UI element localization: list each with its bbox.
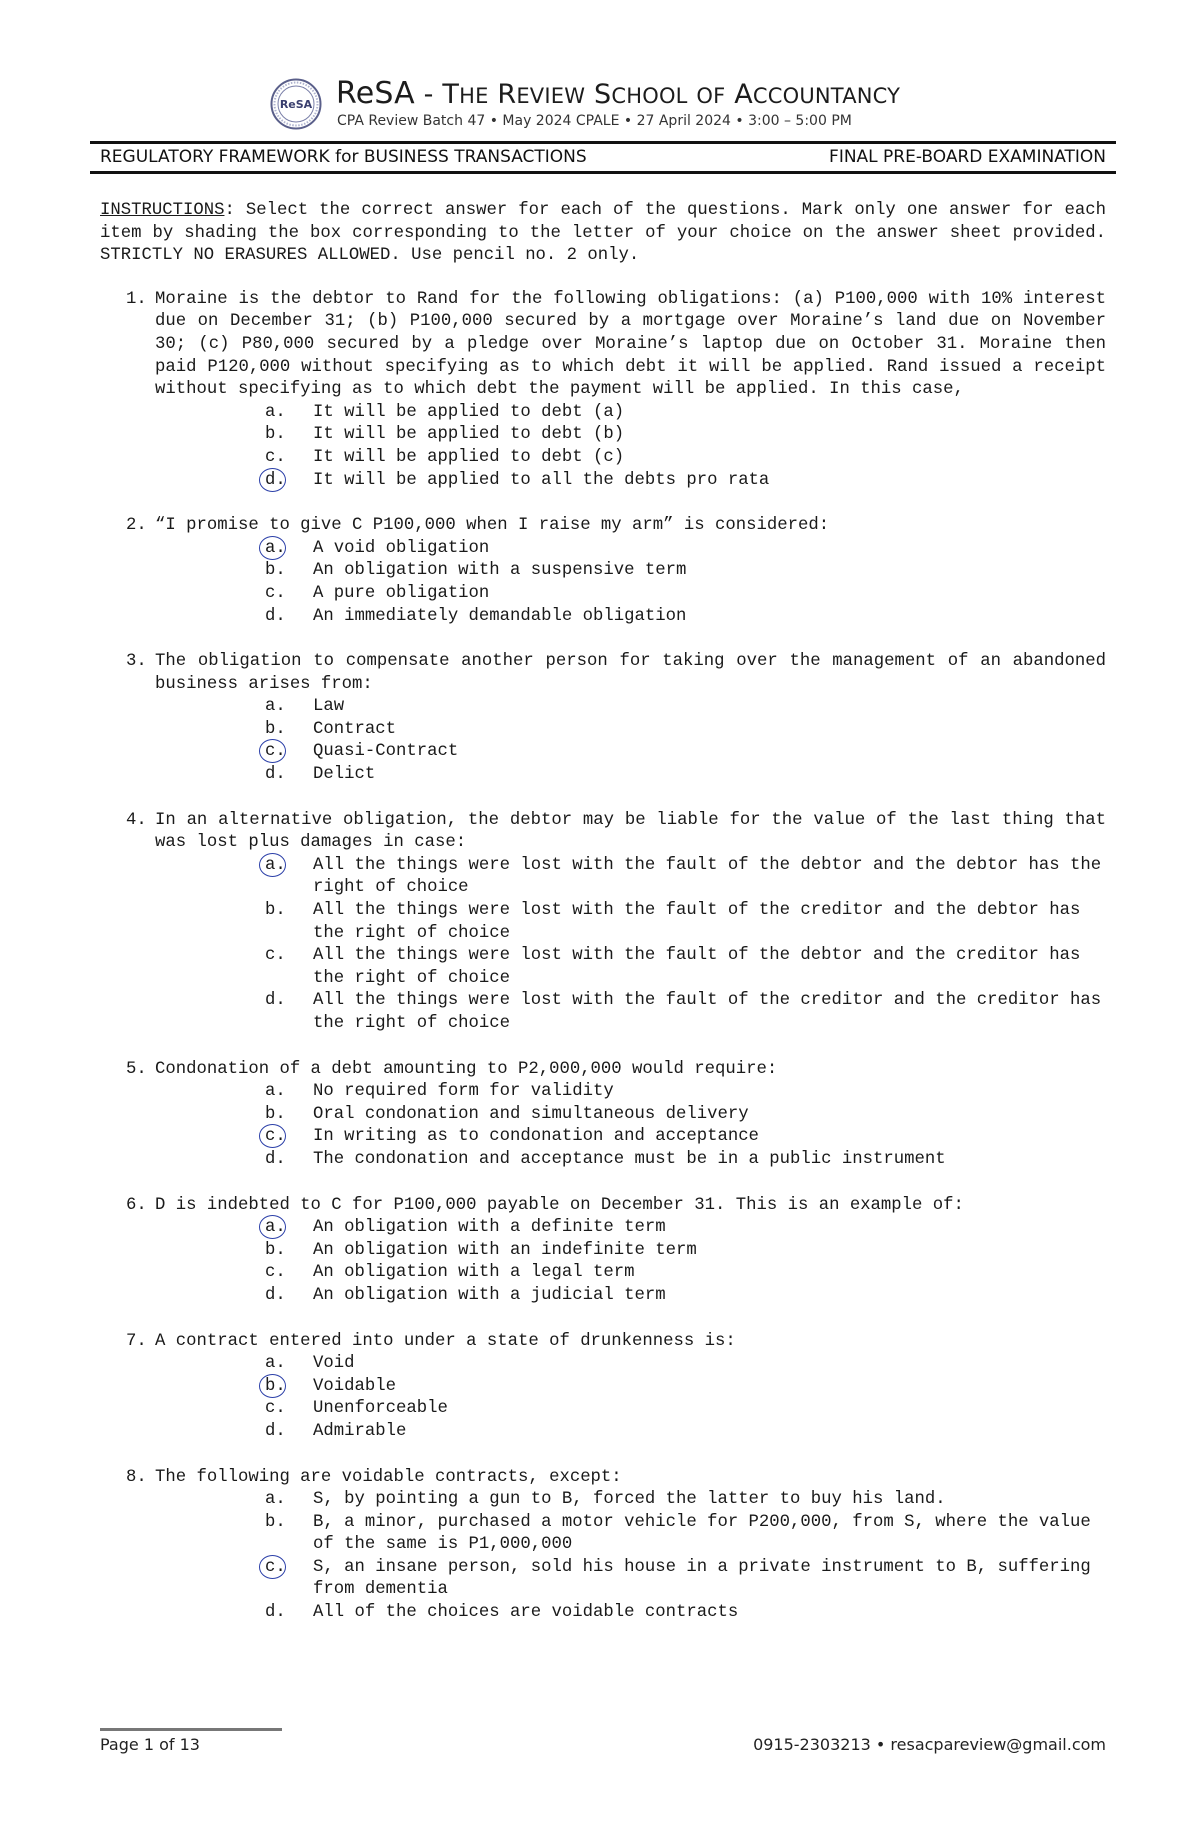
choice-text: Oral condonation and simultaneous delivery — [313, 1104, 749, 1124]
choice-text: S, an insane person, sold his house in a private instrument to B, suffering from dementia — [313, 1557, 1091, 1600]
choice-letter — [265, 1557, 286, 1580]
choice-b — [155, 1376, 1106, 1399]
choice-letter-text: b. — [265, 901, 286, 921]
choice-text: Law — [313, 697, 345, 717]
choice-c — [155, 945, 1106, 990]
choice-text: In writing as to condonation and acceptance — [313, 1127, 759, 1147]
choice-c — [155, 741, 1106, 764]
choice-d — [155, 1285, 1106, 1308]
question-number: 8. — [126, 1467, 147, 1487]
choice-d — [155, 1421, 1106, 1444]
question-text: In an alternative obligation, the debtor may be liable for the value of the last thing that was lost plus damages in case: — [155, 810, 1106, 853]
choice-text: It will be applied to all the debts pro rata — [313, 470, 770, 490]
choice-text: No required form for validity — [313, 1082, 614, 1102]
choice-letter-text: c. — [265, 1127, 286, 1147]
choice-c — [155, 1557, 1106, 1602]
choice-a — [155, 1489, 1106, 1512]
choice-letter-text: c. — [265, 742, 286, 762]
choice-text: It will be applied to debt (c) — [313, 447, 625, 467]
question-number: 6. — [126, 1195, 147, 1215]
choice-text: All the things were lost with the fault of the debtor and the creditor has the right of choice — [313, 946, 1081, 988]
choice-text: It will be applied to debt (a) — [313, 402, 625, 422]
choice-list — [155, 696, 1106, 786]
question-number: 3. — [126, 652, 147, 672]
choice-b — [155, 1512, 1106, 1557]
choice-letter-text: b. — [265, 425, 286, 445]
choice-letter — [265, 1376, 286, 1399]
choice-letter — [265, 1104, 286, 1127]
choice-letter-text: a. — [265, 1218, 286, 1238]
choice-letter-text: d. — [265, 470, 286, 490]
choice-b — [155, 719, 1106, 742]
choice-c — [155, 583, 1106, 606]
choice-letter — [265, 696, 286, 719]
question-text: A contract entered into under a state of drunkenness is: — [155, 1331, 736, 1351]
choice-letter-text: c. — [265, 1263, 286, 1283]
exam-type: FINAL PRE-BOARD EXAMINATION — [829, 147, 1106, 167]
subject-title: REGULATORY FRAMEWORK for BUSINESS TRANSACTIONS — [100, 147, 587, 167]
choice-letter-text: c. — [265, 583, 286, 603]
choice-text: All the things were lost with the fault of the debtor and the debtor has the right of choice — [313, 855, 1102, 898]
choice-a — [155, 1081, 1106, 1104]
choice-text: All the things were lost with the fault of the creditor and the debtor has the right of choice — [313, 901, 1081, 943]
footer-rule — [100, 1728, 282, 1731]
choice-list — [155, 1081, 1106, 1171]
choice-letter — [265, 470, 286, 493]
choice-d — [155, 606, 1106, 629]
choice-text: An obligation with a suspensive term — [313, 561, 687, 581]
choice-letter — [265, 1285, 286, 1308]
choice-text: S, by pointing a gun to B, forced the latter to buy his land. — [313, 1490, 946, 1510]
choice-letter-text: a. — [265, 855, 286, 875]
choice-text: An obligation with a definite term — [313, 1218, 666, 1238]
choice-letter — [265, 719, 286, 742]
question-5 — [100, 1059, 1106, 1172]
choice-text: A void obligation — [313, 538, 490, 558]
choice-list — [155, 1353, 1106, 1443]
choice-a — [155, 855, 1106, 900]
choice-a — [155, 402, 1106, 425]
choice-letter-text: b. — [265, 1512, 286, 1532]
question-text: The following are voidable contracts, except: — [155, 1467, 622, 1487]
choice-letter-text: a. — [265, 402, 286, 422]
choice-letter — [265, 1262, 286, 1285]
choice-letter-text: c. — [265, 1557, 286, 1577]
choice-letter — [265, 447, 286, 470]
choice-letter — [265, 855, 286, 878]
svg-text:ReSA: ReSA — [279, 98, 313, 111]
answer-circle-mark — [259, 536, 286, 560]
exam-details: CPA Review Batch 47 • May 2024 CPALE • 27 April 2024 • 3:00 – 5:00 PM — [337, 113, 852, 129]
choice-d — [155, 1602, 1106, 1625]
choice-letter-text: d. — [265, 1149, 286, 1169]
question-text: Condonation of a debt amounting to P2,000,000 would require: — [155, 1059, 778, 1079]
choice-d — [155, 990, 1106, 1035]
choice-letter — [265, 1421, 286, 1444]
choice-letter-text: b. — [265, 1104, 286, 1124]
choice-text: Quasi-Contract — [313, 742, 459, 762]
choice-c — [155, 447, 1106, 470]
choice-letter-text: a. — [265, 1490, 286, 1510]
question-2 — [100, 515, 1106, 628]
question-8 — [100, 1467, 1106, 1625]
choice-letter-text: d. — [265, 991, 286, 1011]
choice-letter-text: d. — [265, 1421, 286, 1441]
question-1 — [100, 289, 1106, 492]
question-number: 2. — [126, 516, 147, 536]
question-3 — [100, 651, 1106, 787]
question-4 — [100, 810, 1106, 1036]
school-title: ReSA - THE REVIEW SCHOOL OF ACCOUNTANCY — [336, 76, 901, 111]
choice-text: A pure obligation — [313, 583, 490, 603]
choice-text: An immediately demandable obligation — [313, 606, 687, 626]
choice-letter — [265, 1217, 286, 1240]
choice-d — [155, 764, 1106, 787]
choice-text: Contract — [313, 719, 396, 739]
choice-list — [155, 538, 1106, 628]
choice-c — [155, 1398, 1106, 1421]
choice-letter-text: b. — [265, 719, 286, 739]
choice-letter — [265, 560, 286, 583]
choice-list — [155, 1217, 1106, 1307]
answer-circle-mark — [259, 1555, 286, 1579]
choice-text: An obligation with a judicial term — [313, 1285, 666, 1305]
choice-text: All of the choices are voidable contracts — [313, 1603, 739, 1623]
choice-letter — [265, 1149, 286, 1172]
question-text: The obligation to compensate another person for taking over the management of an abandoned business arises from: — [155, 652, 1106, 694]
question-list — [100, 289, 1106, 1625]
choice-letter — [265, 606, 286, 629]
question-6 — [100, 1195, 1106, 1308]
choice-letter-text: a. — [265, 1082, 286, 1102]
question-number: 5. — [126, 1059, 147, 1079]
question-text: Moraine is the debtor to Rand for the following obligations: (a) P100,000 with 10% interest due on December 31; (b) P100,000 secured by a mortgage over Moraine’s land due on November 30; (c) P80,000 secured by a pledge over Moraine’s laptop due on October 31. Moraine then paid P120,000 without specifying as to which debt it will be applied. Rand issued a receipt without specifying as to which debt the payment will be applied. In this case, — [155, 289, 1106, 400]
choice-text: Delict — [313, 765, 376, 785]
choice-letter-text: a. — [265, 697, 286, 717]
contact-info: 0915-2303213 • resacpareview@gmail.com — [753, 1735, 1106, 1754]
question-text: D is indebted to C for P100,000 payable on December 31. This is an example of: — [155, 1195, 964, 1215]
page-number: Page 1 of 13 — [100, 1735, 200, 1754]
choice-text: Voidable — [313, 1376, 396, 1396]
choice-list — [155, 1489, 1106, 1625]
document-header — [270, 74, 1030, 136]
resa-logo-icon — [270, 78, 322, 130]
exam-content — [100, 200, 1106, 1648]
choice-text: B, a minor, purchased a motor vehicle for P200,000, from S, where the value of the same is P1,000,000 — [313, 1512, 1091, 1555]
choice-letter — [265, 402, 286, 425]
choice-letter-text: a. — [265, 1354, 286, 1374]
choice-letter — [265, 900, 286, 923]
question-7 — [100, 1331, 1106, 1444]
choice-text: Unenforceable — [313, 1399, 448, 1419]
choice-letter — [265, 764, 286, 787]
choice-letter-text: b. — [265, 1240, 286, 1260]
choice-letter — [265, 990, 286, 1013]
choice-c — [155, 1126, 1106, 1149]
question-number: 4. — [126, 810, 147, 830]
choice-c — [155, 1262, 1106, 1285]
choice-list — [155, 402, 1106, 492]
choice-a — [155, 1353, 1106, 1376]
choice-text: Admirable — [313, 1421, 407, 1441]
choice-b — [155, 424, 1106, 447]
instructions-label: INSTRUCTIONS — [100, 201, 225, 220]
choice-letter-text: d. — [265, 1603, 286, 1623]
choice-text: It will be applied to debt (b) — [313, 425, 625, 445]
question-text: “I promise to give C P100,000 when I raise my arm” is considered: — [155, 516, 830, 536]
choice-a — [155, 538, 1106, 561]
header-rule-top — [90, 141, 1116, 144]
choice-list — [155, 855, 1106, 1036]
choice-b — [155, 1240, 1106, 1263]
choice-letter — [265, 583, 286, 606]
choice-b — [155, 560, 1106, 583]
choice-letter-text: a. — [265, 538, 286, 558]
question-number: 7. — [126, 1331, 147, 1351]
choice-b — [155, 900, 1106, 945]
choice-letter — [265, 1602, 286, 1625]
choice-letter — [265, 1081, 286, 1104]
choice-text: All the things were lost with the fault of the creditor and the creditor has the right of choice — [313, 991, 1102, 1033]
question-number: 1. — [126, 289, 147, 309]
choice-letter-text: d. — [265, 765, 286, 785]
choice-letter — [265, 1398, 286, 1421]
header-rule-bottom — [90, 171, 1116, 174]
answer-circle-mark — [259, 1215, 286, 1239]
answer-circle-mark — [259, 853, 286, 877]
instructions — [100, 200, 1106, 268]
choice-text: An obligation with a legal term — [313, 1263, 635, 1283]
choice-letter — [265, 1489, 286, 1512]
choice-d — [155, 1149, 1106, 1172]
choice-d — [155, 470, 1106, 493]
choice-text: An obligation with an indefinite term — [313, 1240, 697, 1260]
choice-letter — [265, 1512, 286, 1535]
instructions-text: : Select the correct answer for each of the questions. Mark only one answer for each item by shading the box corresponding to the letter of your choice on the answer sheet provided. STRICTLY NO ERASURES ALLOWED. Use pencil no. 2 only. — [100, 201, 1106, 266]
choice-letter — [265, 1353, 286, 1376]
choice-a — [155, 1217, 1106, 1240]
school-name: THE REVIEW SCHOOL OF ACCOUNTANCY — [442, 79, 901, 110]
choice-b — [155, 1104, 1106, 1127]
choice-letter-text: b. — [265, 1376, 286, 1396]
choice-letter-text: c. — [265, 946, 286, 966]
choice-letter-text: d. — [265, 606, 286, 626]
choice-a — [155, 696, 1106, 719]
choice-letter — [265, 945, 286, 968]
choice-text: Void — [313, 1354, 355, 1374]
choice-letter — [265, 424, 286, 447]
choice-letter-text: b. — [265, 561, 286, 581]
school-brand: ReSA — [336, 76, 415, 111]
choice-letter — [265, 741, 286, 764]
choice-letter-text: c. — [265, 1399, 286, 1419]
choice-letter — [265, 1126, 286, 1149]
choice-letter — [265, 1240, 286, 1263]
choice-letter-text: d. — [265, 1285, 286, 1305]
answer-circle-mark — [259, 468, 286, 492]
choice-text: The condonation and acceptance must be in a public instrument — [313, 1149, 946, 1169]
choice-letter — [265, 538, 286, 561]
answer-circle-mark — [259, 1374, 286, 1398]
choice-letter-text: c. — [265, 447, 286, 467]
